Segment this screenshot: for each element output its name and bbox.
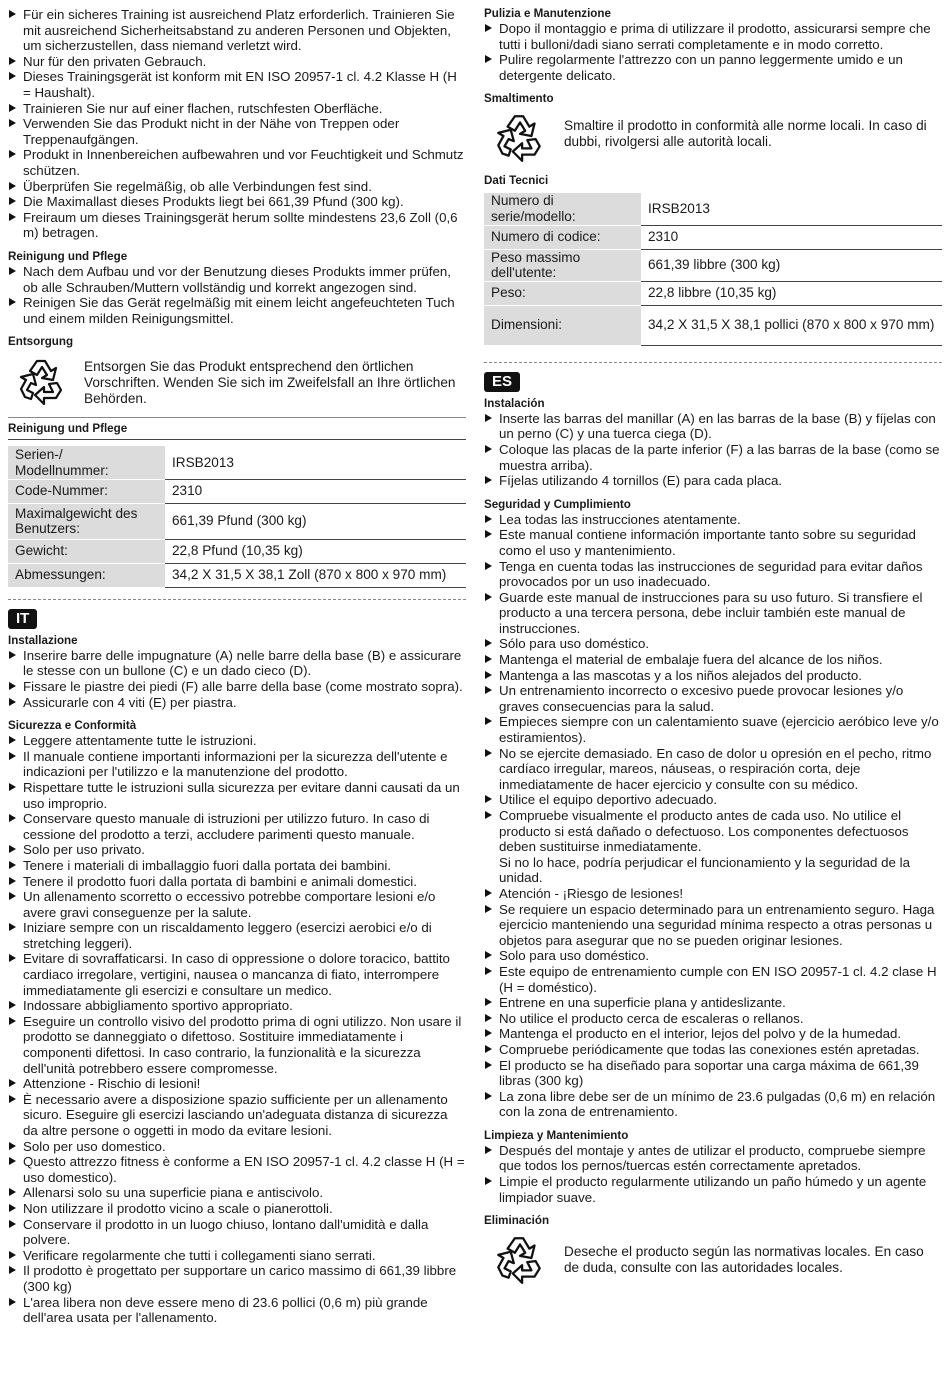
de-disposal-title: Entsorgung [8,335,74,349]
list-item-text: Este manual contiene información importante tanto sobre su seguridad como el uso y mantenimiento. [499,527,916,558]
bullet-arrow-icon [485,967,492,975]
list-item [8,842,466,858]
list-item [8,1201,466,1217]
list-item-text: Produkt in Innenbereichen aufbewahren und vor Feuchtigkeit und Schmutz schützen. [23,147,464,178]
recycle-icon [484,1230,554,1288]
bullet-arrow-icon [485,1029,492,1037]
list-item-text: Conservare questo manuale di istruzioni per utilizzo futuro. In caso di cessione del prodotto a terzi, accludere parimenti questo manuale. [23,811,430,842]
bullet-arrow-icon [9,1017,16,1025]
list-item-text: Compruebe visualmente el producto antes de cada uso. No utilice el producto si está dañado o defectuoso. Los componentes defectuosos deben sustituirse inmediatamente. Si no lo hace, podría perjudicar el funcionamiento y la seguridad de la unidad. [499,808,910,886]
spec-value: 2310 [165,479,466,503]
list-item-text: Inserire barre delle impugnature (A) nelle barre della base (B) e assicurare le stesse con un bullone (C) e un dado cieco (D). [23,647,462,679]
list-item [8,147,466,178]
list-item [484,1042,942,1058]
bullet-arrow-icon [485,1092,492,1100]
list-item [8,679,466,695]
bullet-arrow-icon [485,686,492,694]
table-row [484,225,942,249]
bullet-arrow-icon [485,476,492,484]
bullet-arrow-icon [9,861,16,869]
list-item [8,210,466,241]
de-cleaning-list [8,264,466,326]
list-item [484,683,942,714]
bullet-arrow-icon [9,1142,16,1150]
bullet-arrow-icon [485,811,492,819]
bullet-arrow-icon [9,1266,16,1274]
spec-label: Numero di codice: [484,225,641,249]
spec-label: Maximalgewicht des Benutzers: [8,503,165,539]
list-item-text: Trainieren Sie nur auf einer flachen, rutschfesten Oberfläche. [23,100,383,116]
list-item-text: Tenere i materiali di imballaggio fuori dalla portata dei bambini. [23,857,392,873]
list-item-text: È necessario avere a disposizione spazio sufficiente per un allenamento sicuro. Eseguire gli esercizi lasciando un'adeguata distanza di sicurezza da altre persone o oggetti in modo da evitare lesioni. [23,1091,448,1138]
bullet-arrow-icon [9,213,16,221]
spec-label: Code-Nummer: [8,479,165,503]
bullet-arrow-icon [9,298,16,306]
list-item-text: Pulire regolarmente l'attrezzo con un panno leggermente umido e un detergente delicato. [499,52,903,83]
bullet-arrow-icon [9,1251,16,1259]
list-item-text: Fissare le piastre dei piedi (F) alle barre della base (come mostrato sopra). [23,678,463,694]
list-item [484,1174,942,1205]
list-item-text: Verificare regolarmente che tutti i collegamenti siano serrati. [23,1247,376,1263]
list-item [8,101,466,117]
list-item [8,874,466,890]
spec-label: Gewicht: [8,539,165,563]
es-disposal-block [484,1230,942,1288]
list-item [8,69,466,100]
list-item-text: No se ejercite demasiado. En caso de dolor u opresión en el pecho, ritmo cardíaco irregular, mareos, náuseas, o respiración corta, deje inmediatamente de hacer ejercicio y consulte con su médico. [499,745,932,792]
list-item [8,179,466,195]
list-item-text: Überprüfen Sie regelmäßig, ob alle Verbindungen fest sind. [23,178,372,194]
list-item [484,590,942,637]
list-item [484,52,942,83]
spec-value: IRSB2013 [165,446,466,479]
list-item-text: Evitare di sovraffaticarsi. In caso di oppressione o dolore toracico, battito cardiaco irregolare, vertigini, nausea o mancanza di fiato, interrompere immediatamente gli esercizi e consultare un medico. [23,951,450,998]
list-item-text: Solo per uso privato. [23,842,145,858]
bullet-arrow-icon [9,651,16,659]
list-item-text: Freiraum um dieses Trainingsgerät herum sollte mindestens 23,6 Zoll (0,6 m) betragen. [23,209,458,241]
list-item [484,442,942,473]
list-item-text: Guarde este manual de instrucciones para su uso futuro. Si transfiere el producto a una tercera persona, debe incluir también este manual de instrucciones. [499,589,923,636]
it-cleaning-title: Pulizia e Manutenzione [484,7,611,20]
list-item [484,1058,942,1089]
list-item-text: Empieces siempre con un calentamiento suave (ejercicio aeróbico leve y/o estiramientos). [499,714,939,746]
bullet-arrow-icon [9,736,16,744]
bullet-arrow-icon [9,1220,16,1228]
list-item-text: Attenzione - Rischio di lesioni! [23,1076,201,1092]
bullet-arrow-icon [485,530,492,538]
list-item [484,1026,942,1042]
list-item-text: Dopo il montaggio e prima di utilizzare il prodotto, assicurarsi sempre che tutti i bulloni/dadi siano serrati completamente e in modo corretto. [499,21,931,52]
list-item [484,1143,942,1174]
spec-label: Peso: [484,281,641,305]
list-item-text: Compruebe periódicamente que todas las conexiones estén apretadas. [499,1041,920,1057]
bullet-arrow-icon [485,1061,492,1069]
bullet-arrow-icon [9,267,16,275]
bullet-arrow-icon [9,57,16,65]
spec-value: 22,8 Pfund (10,35 kg) [165,539,466,563]
bullet-arrow-icon [485,414,492,422]
list-item [484,746,942,793]
bullet-arrow-icon [9,1204,16,1212]
spec-label: Dimensioni: [484,305,641,345]
bullet-arrow-icon [485,671,492,679]
bullet-arrow-icon [9,10,16,18]
es-install-list [484,411,942,489]
list-item [484,559,942,590]
bullet-arrow-icon [9,72,16,80]
list-item-text: Después del montaje y antes de utilizar el producto, compruebe siempre que todos los pernos/tuercas estén correctamente apretados. [499,1142,926,1174]
table-row [484,193,942,225]
list-item [8,1185,466,1201]
list-item-text: La zona libre debe ser de un mínimo de 23.6 pulgadas (0,6 m) en relación con la zona de entrenamiento. [499,1088,936,1120]
list-item [8,1092,466,1139]
bullet-arrow-icon [485,655,492,663]
bullet-arrow-icon [485,445,492,453]
list-item-text: Este equipo de entrenamiento cumple con EN ISO 20957-1 cl. 4.2 clase H (H = doméstico). [499,963,937,995]
bullet-arrow-icon [9,104,16,112]
es-disposal-title: Eliminación [484,1214,550,1228]
list-item [8,695,466,711]
de-disposal-text: Entsorgen Sie das Produkt entsprechend den örtlichen Vorschriften. Wenden Sie sich im Zweifelsfall an Ihre örtlichen Behörden. [84,359,456,406]
spec-label: Numero di serie/modello: [484,193,641,225]
table-row [8,539,466,563]
list-item [484,512,942,528]
list-item-text: Non utilizzare il prodotto vicino a scale o pianerottoli. [23,1200,333,1216]
list-item [484,714,942,745]
table-row [8,479,466,503]
bullet-arrow-icon [485,951,492,959]
es-cleaning-list [484,1143,942,1205]
it-disposal-block [484,108,942,166]
list-item-text: Die Maximallast dieses Produkts liegt bei 661,39 Pfund (300 kg). [23,194,404,210]
bullet-arrow-icon [9,877,16,885]
list-item-text: Un allenamento scorretto o eccessivo potrebbe comportare lesioni e/o avere gravi conseguenze per la salute. [23,889,436,920]
table-row [8,563,466,587]
list-item-text: Limpie el producto regularmente utilizando un paño húmedo y un agente limpiador suave. [499,1174,927,1205]
list-item-text: Eseguire un controllo visivo del prodotto prima di ogni utilizzo. Non usare il prodotto se danneggiato o difettoso. Sostituire immediatamente i componenti difettosi. In caso contrario, la funzionalità e la sicurezza dell'unità potrebbero essere compromesse. [23,1013,462,1076]
it-spec-title: Dati Tecnici [484,174,549,188]
left-column [8,0,466,1326]
list-item [8,1154,466,1185]
list-item-text: Assicurarle con 4 viti (E) per piastra. [23,694,237,710]
bullet-arrow-icon [485,639,492,647]
bullet-arrow-icon [485,998,492,1006]
bullet-arrow-icon [9,182,16,190]
list-item-text: Se requiere un espacio determinado para un entrenamiento seguro. Haga ejercicio manteniendo una seguridad mínima respecto a otras personas u objetos para asegurar que no se pueden originar lesiones. [499,901,935,948]
list-item-text: El producto se ha diseñado para soportar una carga máxima de 661,39 libras (300 kg) [499,1057,919,1089]
bullet-arrow-icon [485,515,492,523]
es-disposal-text: Deseche el producto según las normativas locales. En caso de duda, consulte con las autoridades locales. [564,1244,924,1276]
list-item [484,636,942,652]
list-item [8,295,466,326]
spec-label: Serien-/ Modellnummer: [8,446,165,479]
list-item [484,668,942,684]
es-install-title: Instalación [484,396,545,410]
bullet-arrow-icon [9,814,16,822]
list-item-text: Iniziare sempre con un riscaldamento leggero (esercizi aerobici e/o di stretching leggeri). [23,920,432,951]
list-item-text: Coloque las placas de la parte inferior (F) a las barras de la base (como se muestra arriba). [499,441,940,473]
es-safety-title: Seguridad y Cumplimiento [484,497,631,511]
list-item-text: Mantenga a las mascotas y a los niños alejados del producto. [499,667,862,683]
list-item-text: Il manuale contiene importanti informazioni per la sicurezza dell'utente e indicazioni per l'utilizzo e la manutenzione del prodotto. [23,748,448,780]
list-item-text: Mantenga el material de embalaje fuera del alcance de los niños. [499,652,883,668]
bullet-arrow-icon [485,1177,492,1185]
list-item [484,948,942,964]
list-item [8,920,466,951]
list-item-text: Fíjelas utilizando 4 tornillos (E) para cada placa. [499,473,783,489]
list-item-text: Atención - ¡Riesgo de lesiones! [499,885,684,901]
bullet-arrow-icon [485,1014,492,1022]
list-item [484,473,942,489]
list-item [8,951,466,998]
list-item-text: Tenga en cuenta todas las instrucciones de seguridad para evitar daños provocados por un uso inadecuado. [499,558,923,590]
list-item [8,749,466,780]
list-item-text: Leggere attentamente tutte le istruzioni. [23,733,257,749]
list-item-text: Mantenga el producto en el interior, lejos del polvo y de la humedad. [499,1026,902,1042]
table-row [484,281,942,305]
list-item [484,21,942,52]
list-item [8,858,466,874]
list-item-text: Utilice el equipo deportivo adecuado. [499,792,718,808]
bullet-arrow-icon [485,889,492,897]
bullet-arrow-icon [485,1146,492,1154]
list-item-text: Allenarsi solo su una superficie piana e antiscivolo. [23,1185,324,1201]
bullet-arrow-icon [9,1157,16,1165]
bullet-arrow-icon [485,717,492,725]
list-item-text: Dieses Trainingsgerät ist konform mit EN ISO 20957-1 cl. 4.2 Klasse H (H = Haushalt). [23,69,457,100]
bullet-arrow-icon [9,783,16,791]
spec-value: 2310 [641,225,942,249]
it-safety-title: Sicurezza e Conformità [8,719,137,733]
list-item [8,1217,466,1248]
spec-value: 22,8 libbre (10,35 kg) [641,281,942,305]
list-item [8,54,466,70]
bullet-arrow-icon [9,892,16,900]
list-item [484,652,942,668]
spec-value: 661,39 libbre (300 kg) [641,249,942,281]
bullet-arrow-icon [9,119,16,127]
bullet-arrow-icon [485,24,492,32]
right-column [484,0,942,1288]
list-item-text: Reinigen Sie das Gerät regelmäßig mit einem leicht angefeuchteten Tuch und einem milden Reinigungsmittel. [23,295,455,326]
bullet-arrow-icon [9,150,16,158]
list-item-text: L'area libera non deve essere meno di 23.6 pollici (0,6 m) più grande dell'area usata per l'allenamento. [23,1294,428,1326]
bullet-arrow-icon [485,905,492,913]
it-language-badge: IT [8,609,37,629]
spec-value: 34,2 X 31,5 X 38,1 Zoll (870 x 800 x 970 mm) [165,563,466,587]
list-item [8,733,466,749]
bullet-arrow-icon [485,1045,492,1053]
list-item-text: Solo per uso domestico. [23,1138,166,1154]
list-item-text: Für ein sicheres Training ist ausreichend Platz erforderlich. Trainieren Sie mit ausreichend Sicherheitsabstand zu anderen Personen und Objekten, um sicherzustellen, dass niemand verletzt wird. [23,7,455,54]
it-install-list [8,648,466,710]
list-item-text: Il prodotto è progettato per supportare un carico massimo di 661,39 libbre (300 kg) [23,1263,457,1294]
spec-value: 34,2 X 31,5 X 38,1 pollici (870 x 800 x 970 mm) [641,305,942,345]
list-item-text: Entrene en una superficie plana y antideslizante. [499,995,786,1011]
list-item [8,811,466,842]
bullet-arrow-icon [485,593,492,601]
list-item [8,889,466,920]
it-disposal-text: Smaltire il prodotto in conformità alle norme locali. In caso di dubbi, rivolgersi alle autorità locali. [564,118,927,150]
de-disposal-block [8,353,466,409]
it-disposal-title: Smaltimento [484,92,554,106]
list-item [8,1014,466,1076]
es-safety-list [484,512,942,1120]
list-item [8,998,466,1014]
list-item [484,995,942,1011]
es-language-badge: ES [484,372,520,392]
list-item [8,1295,466,1326]
list-item-text: Tenere il prodotto fuori dalla portata di bambini e animali domestici. [23,873,417,889]
bullet-arrow-icon [9,1079,16,1087]
it-spec-table [484,193,942,345]
bullet-arrow-icon [485,795,492,803]
bullet-arrow-icon [9,698,16,706]
list-item [484,1089,942,1120]
table-row [484,249,942,281]
bullet-arrow-icon [9,845,16,853]
recycle-icon [8,353,74,409]
list-item-text: Nach dem Aufbau und vor der Benutzung dieses Produkts immer prüfen, ob alle Schrauben/Muttern vollständig und korrekt angezogen sind. [23,263,451,295]
es-cleaning-title: Limpieza y Mantenimiento [484,1128,629,1142]
recycle-icon [484,108,554,166]
de-cleaning-title: Reinigung und Pflege [8,249,128,263]
bullet-arrow-icon [9,1188,16,1196]
bullet-arrow-icon [485,562,492,570]
list-item-text: Inserte las barras del manillar (A) en las barras de la base (B) y fíjelas con un perno (C) y una tuerca ciega (D). [499,410,936,442]
list-item-text: Un entrenamiento incorrecto o excesivo puede provocar lesiones y/o graves consecuencias para la salud. [499,683,904,714]
list-item [484,964,942,995]
list-item-text: Questo attrezzo fitness è conforme a EN ISO 20957-1 cl. 4.2 classe H (H = uso domestico). [23,1154,465,1185]
list-item-text: Verwenden Sie das Produkt nicht in der Nähe von Treppen oder Treppenaufgängen. [23,116,400,147]
list-item-text: Sólo para uso doméstico. [499,636,650,652]
list-item [8,264,466,295]
list-item [8,780,466,811]
spec-value: 661,39 Pfund (300 kg) [165,503,466,539]
it-install-title: Installazione [8,633,78,647]
list-item [8,1248,466,1264]
list-item-text: Rispettare tutte le istruzioni sulla sicurezza per evitare danni causati da un uso improprio. [23,779,460,811]
bullet-arrow-icon [9,1095,16,1103]
list-item [8,7,466,54]
list-item [8,1139,466,1155]
list-item [484,886,942,902]
bullet-arrow-icon [9,197,16,205]
list-item [484,411,942,442]
de-spec-table [8,446,466,588]
list-item-text: Conservare il prodotto in un luogo chiuso, lontano dall'umidità e dalla polvere. [23,1216,429,1248]
bullet-arrow-icon [9,1298,16,1306]
list-item [8,648,466,679]
list-item [484,527,942,558]
bullet-arrow-icon [9,682,16,690]
list-item [484,792,942,808]
bullet-arrow-icon [9,752,16,760]
de-spec-title: Reinigung und Pflege [8,422,128,436]
list-item-text: Lea todas las instrucciones atentamente. [499,511,741,527]
table-row [484,305,942,345]
bullet-arrow-icon [9,1001,16,1009]
table-row [8,446,466,479]
list-item-text: Indossare abbigliamento sportivo appropriato. [23,998,293,1014]
bullet-arrow-icon [9,923,16,931]
it-cleaning-list [484,21,942,83]
list-item-text: Nur für den privaten Gebrauch. [23,53,207,69]
bullet-arrow-icon [485,55,492,63]
de-safety-list [8,7,466,241]
list-item [8,1076,466,1092]
list-item [8,194,466,210]
list-item [484,902,942,949]
spec-label: Abmessungen: [8,563,165,587]
spec-label: Peso massimo dell'utente: [484,249,641,281]
it-safety-list [8,733,466,1326]
spec-value: IRSB2013 [641,193,942,225]
list-item-text: Solo para uso doméstico. [499,948,650,964]
list-item [484,808,942,886]
bullet-arrow-icon [9,954,16,962]
list-item-text: No utilice el producto cerca de escaleras o rellanos. [499,1010,804,1026]
list-item [8,1263,466,1294]
bullet-arrow-icon [485,749,492,757]
list-item [484,1011,942,1027]
table-row [8,503,466,539]
list-item [8,116,466,147]
